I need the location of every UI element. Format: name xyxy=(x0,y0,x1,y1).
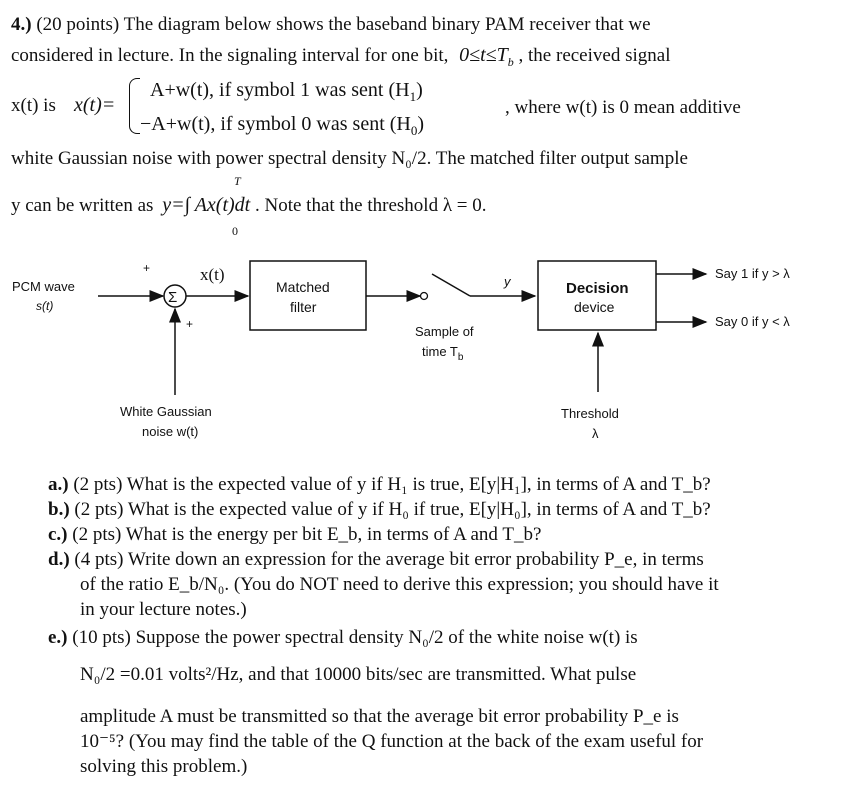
question-e-cont-2: amplitude A must be transmitted so that the average bit error probability P_e is xyxy=(80,706,679,727)
problem-line-5 xyxy=(11,194,487,217)
question-b xyxy=(48,498,711,522)
noise-label-1: White Gaussian xyxy=(120,404,212,419)
question-e-cont-1: N₀/2 =0.01 volts²/Hz, and that 10000 bits/sec are transmitted. What pulse xyxy=(80,664,637,685)
question-e-cont-4: solving this problem.) xyxy=(80,756,248,777)
question-a-text: (2 pts) What is the expected value of y if H₁ is true, E[y|H₁], in terms of A and T_b? xyxy=(73,474,711,495)
question-e-text: (10 pts) Suppose the power spectral density N₀/2 of the white noise w(t) is xyxy=(72,627,638,648)
y-output-label: y xyxy=(504,274,511,289)
question-c-label: c.) xyxy=(48,524,68,545)
threshold-label-2: λ xyxy=(592,426,599,441)
integral-lower-limit: 0 xyxy=(232,224,238,238)
threshold-label-1: Threshold xyxy=(561,406,619,421)
plus-top: + xyxy=(143,261,151,275)
sampler-switch xyxy=(432,274,470,296)
problem-points: (20 points) xyxy=(36,14,120,35)
problem-line-1 xyxy=(11,14,651,36)
interval-expression: $0\le t\le T_b$ xyxy=(459,44,514,69)
case-symbol-0: −A+w(t), if symbol 0 was sent $(H_0)$ xyxy=(140,113,425,138)
plus-bottom: + xyxy=(186,317,194,331)
line-5-end: . Note that the threshold λ = 0. xyxy=(254,195,487,216)
matched-filter-label-2: filter xyxy=(290,299,317,315)
xt-label: x(t) is xyxy=(11,95,56,116)
noise-label-2: noise w(t) xyxy=(142,424,199,439)
cases-brace xyxy=(129,78,140,134)
question-c xyxy=(48,523,541,547)
sum-symbol: Σ xyxy=(168,289,178,306)
y-equation: y=∫ Ax(t)dt xyxy=(162,194,251,216)
question-b-label: b.) xyxy=(48,499,70,520)
decision-label-2: device xyxy=(574,299,615,315)
pcm-wave-label: PCM wave xyxy=(12,279,75,294)
say-1-label: Say 1 if y > λ xyxy=(715,266,790,281)
problem-line-2 xyxy=(11,44,670,73)
say-0-label: Say 0 if y < λ xyxy=(715,314,790,329)
integral-upper-limit: T xyxy=(234,174,241,188)
question-d xyxy=(48,548,704,572)
case-symbol-1: A+w(t), if symbol 1 was sent $(H_1)$ xyxy=(150,79,423,104)
question-c-text: (2 pts) What is the energy per bit E_b, in terms of A and T_b? xyxy=(72,524,542,545)
switch-contact xyxy=(421,293,428,300)
sample-label-2: time $T_b$ xyxy=(422,344,464,363)
question-e-cont-3: 10⁻⁵? (You may find the table of the Q function at the back of the exam useful for xyxy=(80,731,704,752)
xt-equation: x(t)= xyxy=(74,94,116,116)
problem-number: 4.) xyxy=(11,14,32,35)
xt-signal-label: x(t) xyxy=(200,265,225,284)
question-e xyxy=(48,626,638,650)
problem-line-2-end: , the received signal xyxy=(518,45,671,66)
receiver-block-diagram xyxy=(0,230,845,470)
question-d-text: (4 pts) Write down an expression for the average bit error probability P_e, in terms xyxy=(74,549,704,570)
question-a-label: a.) xyxy=(48,474,69,495)
question-e-label: e.) xyxy=(48,627,68,648)
question-d-cont-1: of the ratio E_b/N₀. (You do NOT need to derive this expression; you should have it xyxy=(80,574,719,595)
decision-label-1: Decision xyxy=(566,280,629,297)
question-d-label: d.) xyxy=(48,549,70,570)
pcm-signal-label: s(t) xyxy=(36,299,54,313)
question-b-text: (2 pts) What is the expected value of y if H₀ if true, E[y|H₀], in terms of A and T_b? xyxy=(74,499,711,520)
sample-label-1: Sample of xyxy=(415,324,474,339)
problem-line-2-text: considered in lecture. In the signaling interval for one bit, xyxy=(11,45,449,66)
problem-intro: The diagram below shows the baseband binary PAM receiver that we xyxy=(123,14,651,35)
question-d-cont-2: in your lecture notes.) xyxy=(80,599,247,620)
matched-filter-block xyxy=(250,261,366,330)
matched-filter-label-1: Matched xyxy=(276,279,330,295)
problem-line-4: white Gaussian noise with power spectral density N₀/2. The matched filter output sample xyxy=(11,148,688,169)
line-5-start: y can be written as xyxy=(11,195,154,216)
question-a xyxy=(48,473,711,497)
where-text: , where w(t) is 0 mean additive xyxy=(505,97,741,118)
